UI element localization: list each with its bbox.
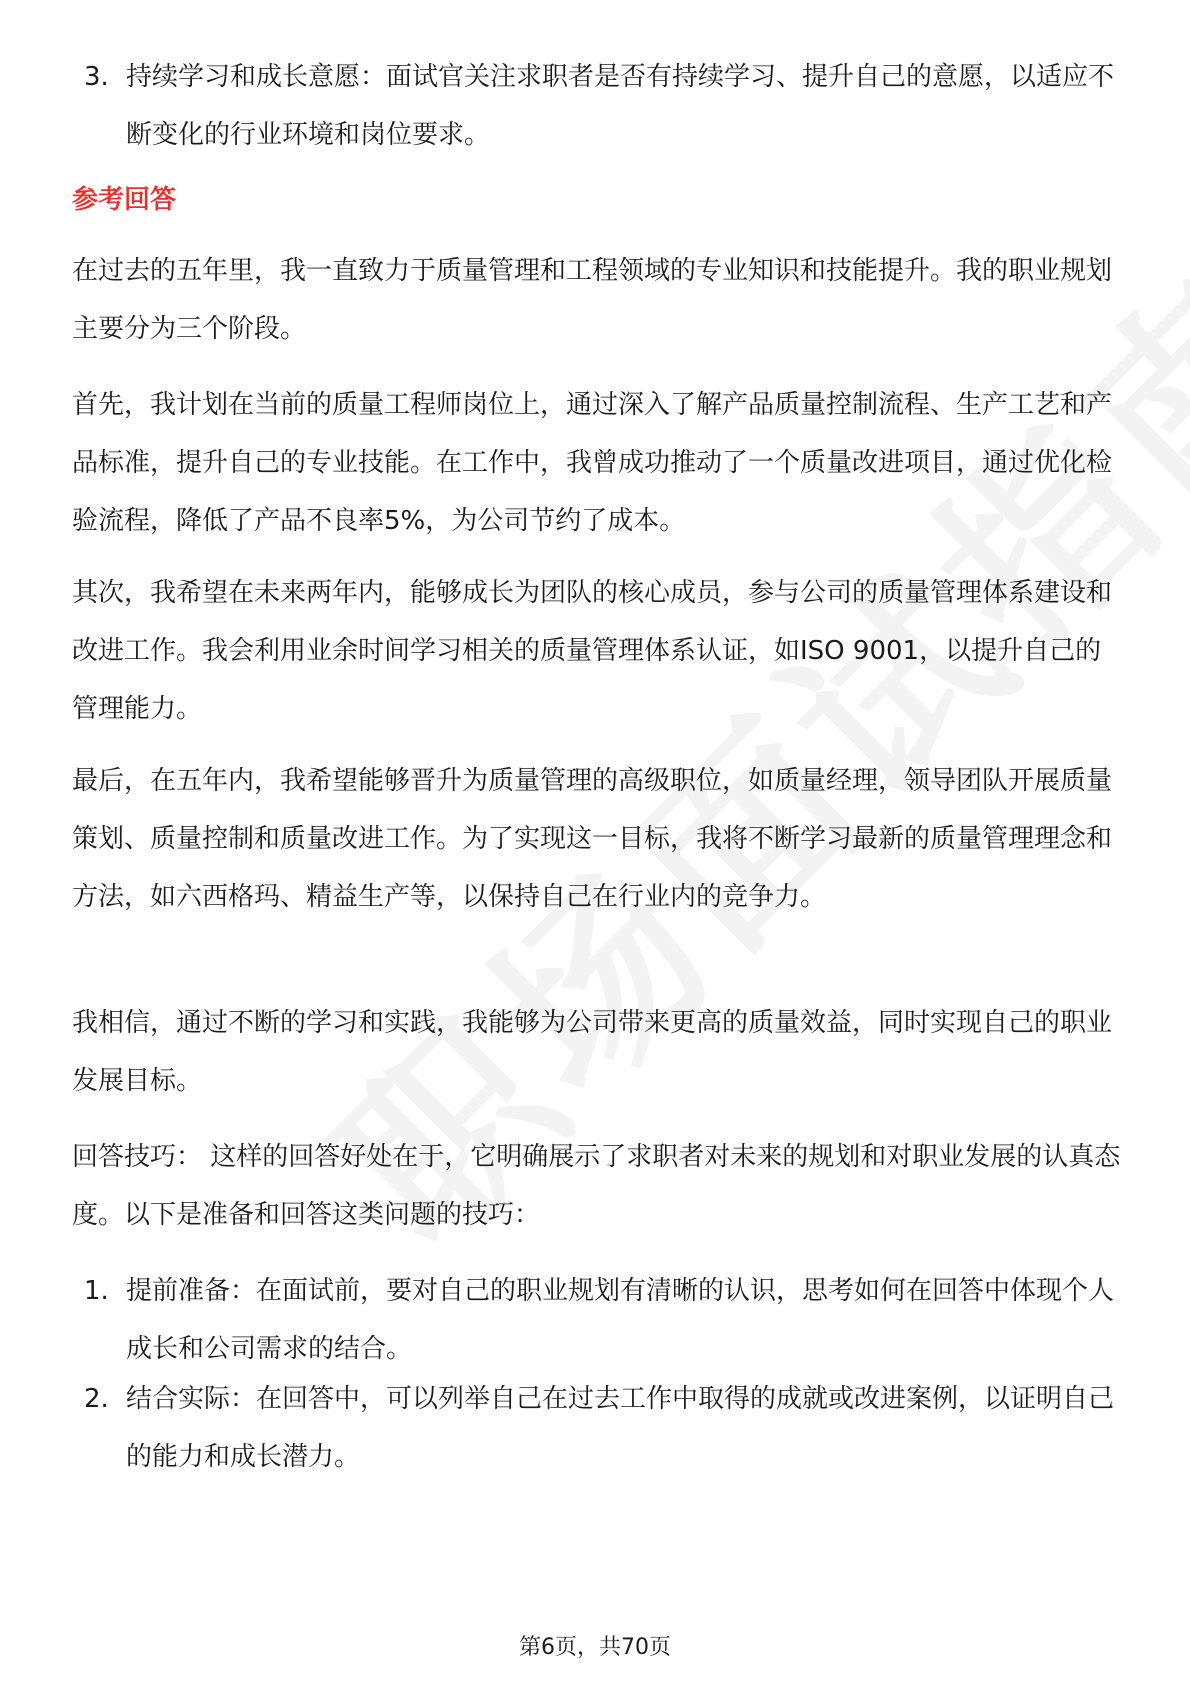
list-item-prepare — [84, 1262, 1124, 1378]
list-number: 2. — [84, 1384, 109, 1414]
list-item-continuous-learning — [84, 48, 1124, 164]
paragraph-second-stage: 其次，我希望在未来两年内，能够成长为团队的核心成员，参与公司的质量管理体系建设和改进工作。我会利用业余时间学习相关的质量管理体系认证，如ISO 9001，以提升自己的管理能力。 — [72, 578, 1113, 724]
paragraph-conclusion: 我相信，通过不断的学习和实践，我能够为公司带来更高的质量效益，同时实现自己的职业发展目标。 — [72, 1008, 1113, 1096]
list-item-practical — [84, 1370, 1124, 1486]
paragraph-intro: 在过去的五年里，我一直致力于质量管理和工程领域的专业知识和技能提升。我的职业规划主要分为三个阶段。 — [72, 256, 1113, 344]
page-number-footer: 第6页，共70页 — [519, 1635, 671, 1660]
list-item-text: 提前准备：在面试前，要对自己的职业规划有清晰的认识，思考如何在回答中体现个人成长和公司需求的结合。 — [126, 1276, 1115, 1364]
list-item-text: 结合实际：在回答中，可以列举自己在过去工作中取得的成就或改进案例，以证明自己的能力和成长潜力。 — [126, 1384, 1115, 1472]
paragraph-answer-tips: 回答技巧： 这样的回答好处在于，它明确展示了求职者对未来的规划和对职业发展的认真态度。以下是准备和回答这类问题的技巧： — [72, 1142, 1121, 1230]
list-item-text: 持续学习和成长意愿：面试官关注求职者是否有持续学习、提升自己的意愿，以适应不断变化的行业环境和岗位要求。 — [126, 62, 1115, 150]
paragraph-first-stage: 首先，我计划在当前的质量工程师岗位上，通过深入了解产品质量控制流程、生产工艺和产品标准，提升自己的专业技能。在工作中，我曾成功推动了一个质量改进项目，通过优化检验流程，降低了产品不良率5%，为公司节约了成本。 — [72, 390, 1113, 536]
list-number: 3. — [84, 62, 109, 92]
paragraph-final-stage: 最后，在五年内，我希望能够晋升为质量管理的高级职位，如质量经理，领导团队开展质量策划、质量控制和质量改进工作。为了实现这一目标，我将不断学习最新的质量管理理念和方法，如六西格玛、精益生产等，以保持自己在行业内的竞争力。 — [72, 766, 1113, 912]
list-number: 1. — [84, 1276, 109, 1306]
section-heading: 参考回答 — [72, 185, 177, 215]
